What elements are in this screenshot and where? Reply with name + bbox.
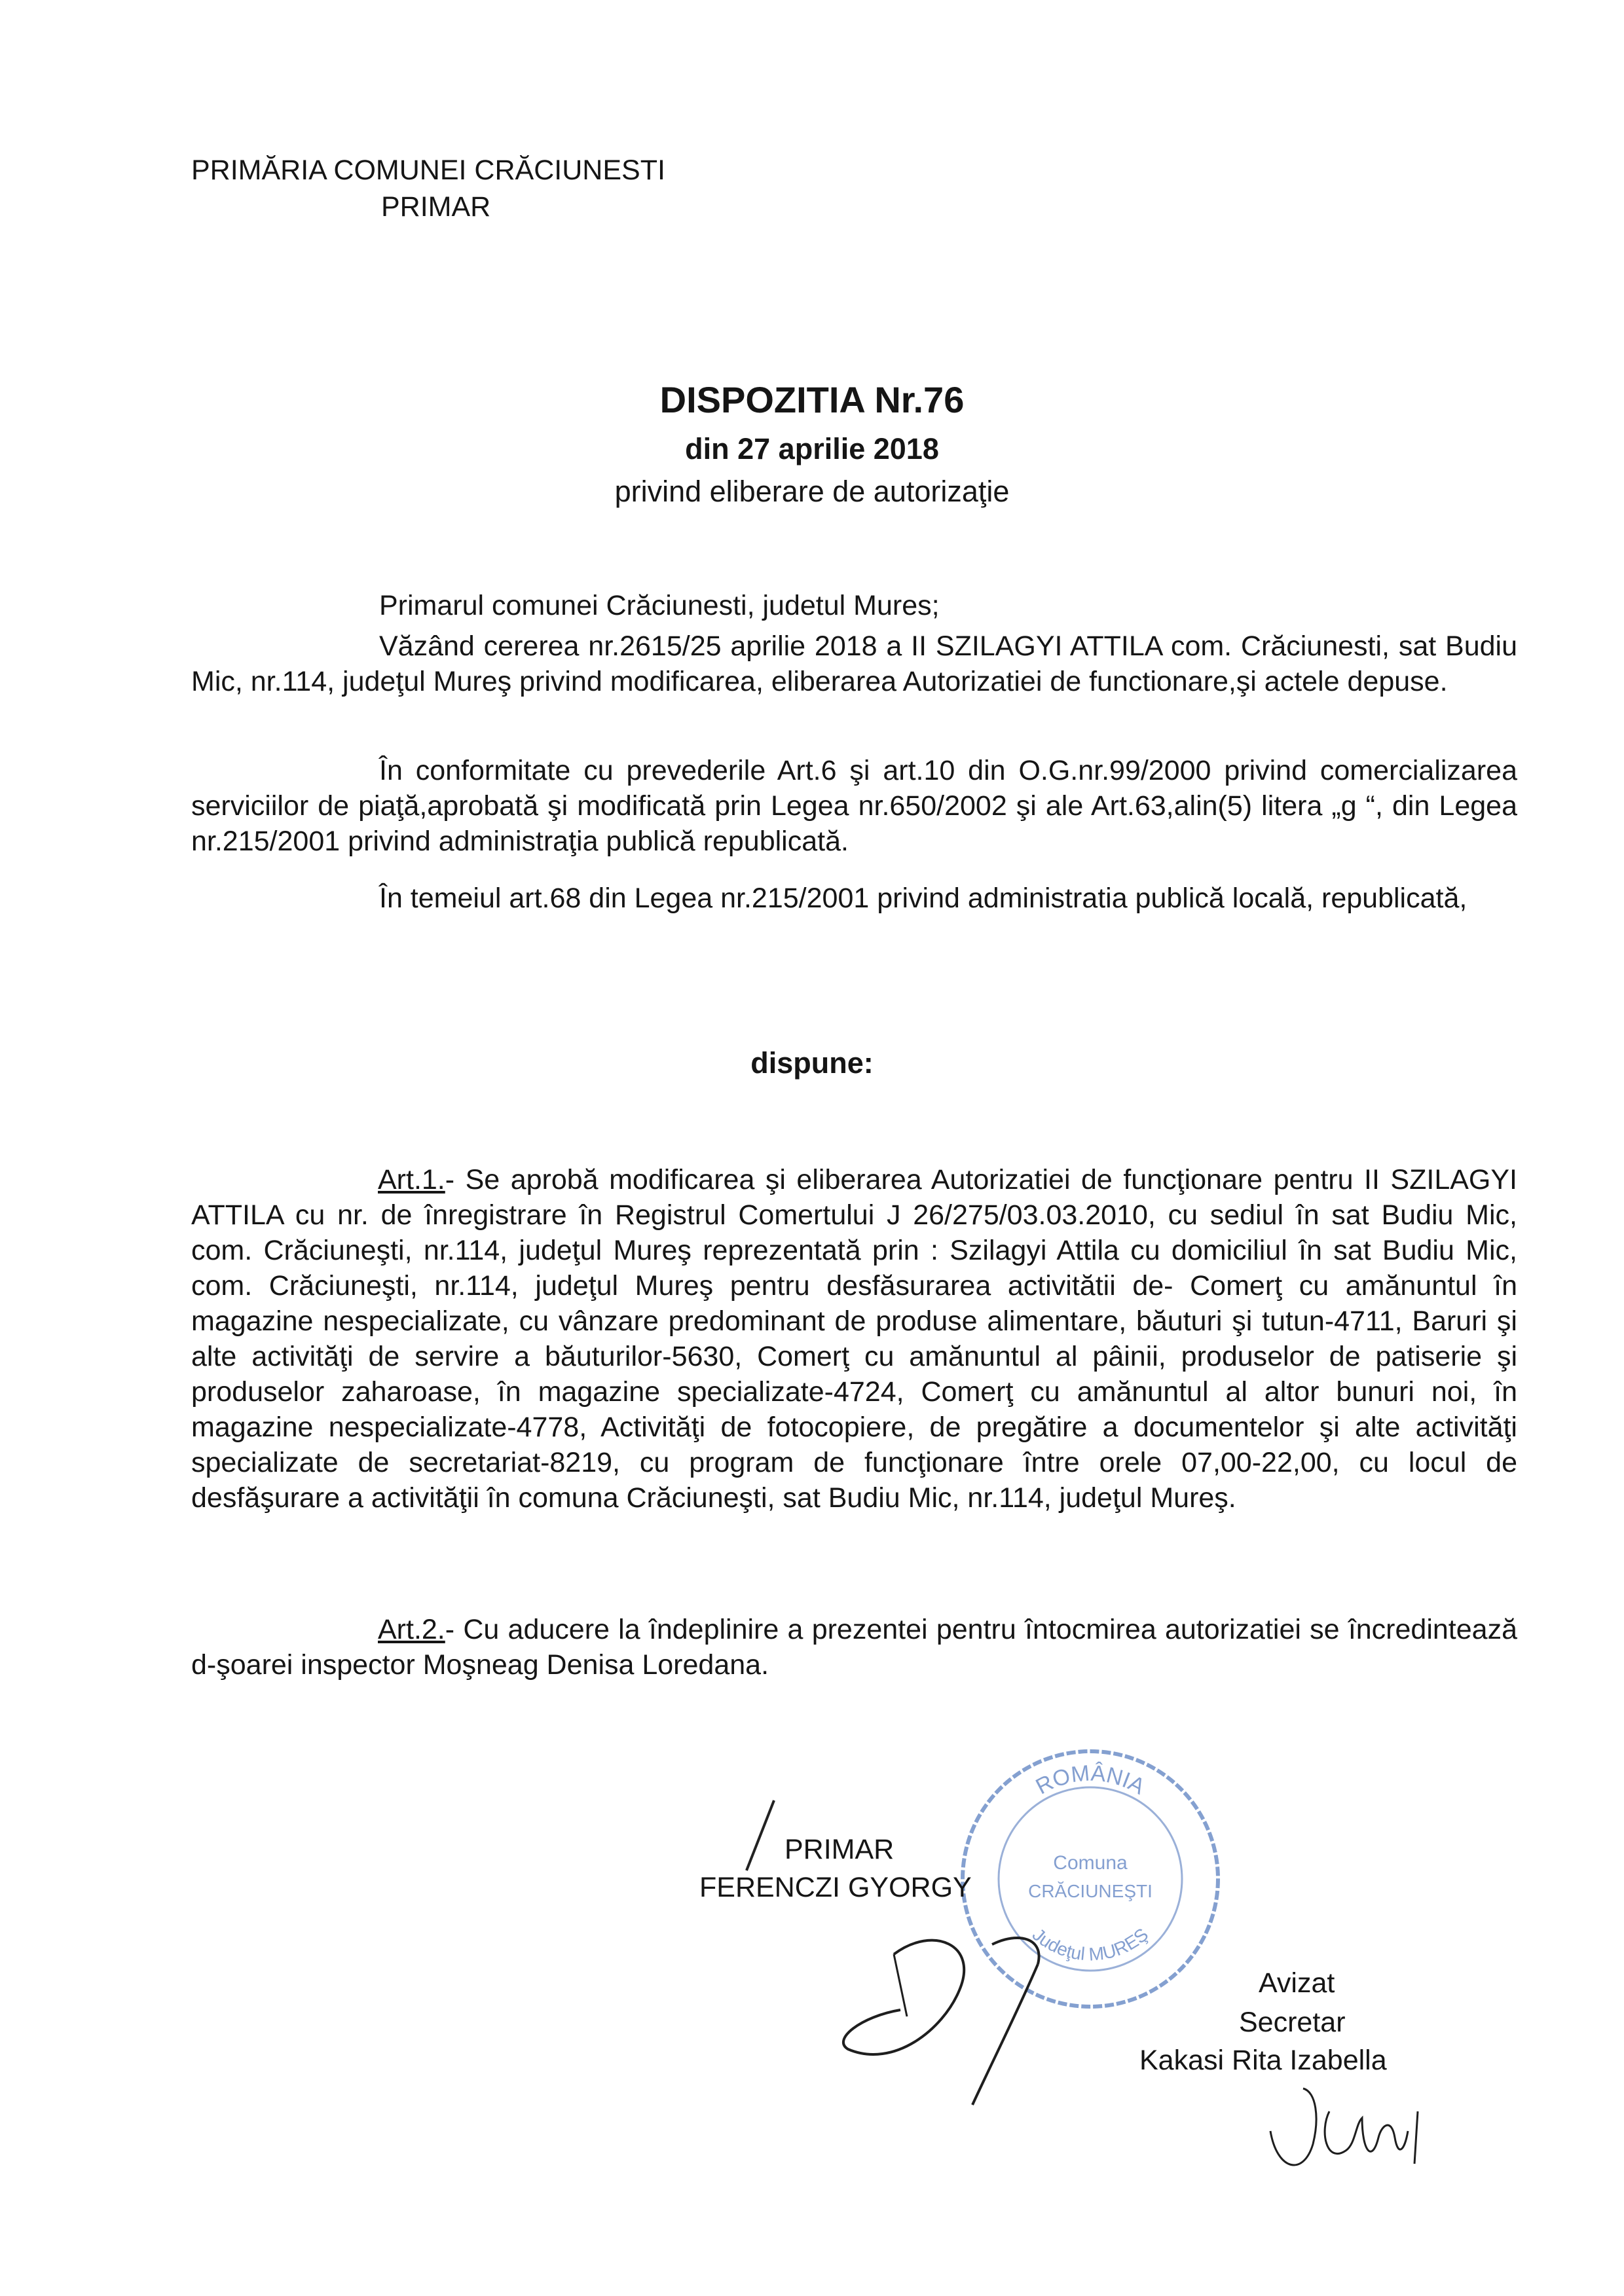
document-title: DISPOZITIA Nr.76 — [659, 379, 965, 420]
article-2 — [191, 1612, 1517, 1683]
stamp-line4: Judeţul MUREŞ — [1028, 1923, 1153, 1965]
article-1-text: - Se aprobă modificarea şi eliberarea Autorizatiei de funcţionare pentru II SZILAGYI ATTILA cu nr. de înregistrare în Registrul Comertului J 26/275/03.03.2010, cu sediul în sat Budiu Mic, com. Crăciuneşti, nr.114, judeţul Mureş reprezentată prin : Szilagyi Attila cu domiciliul în sat Budiu Mic, com. Crăciuneşti, nr.114, judeţul Mureş pentru desfăsurarea activitătii de- Comerţ cu amănuntul în magazine nespecializate, cu vânzare predominant de produse alimentare, băuturi şi tutun-4711, Baruri şi alte activităţi de servire a băuturilor-5630, Comerţ cu amănuntul al pâinii, produselor de patiserie şi produselor zaharoase, în magazine specializate-4724, Comerţ cu amănuntul al altor bunuri noi, în magazine nespecializate-4778, Activităţi de fotocopiere, de pregătire a documentelor şi alte activităţi specializate de secretariat-8219, cu program de funcţionare între orele 07,00-22,00, cu locul de desfăşurare a activităţii în comuna Crăciuneşti, sat Budiu Mic, nr.114, judeţul Mureş. — [191, 1164, 1517, 1514]
secretary-title: Secretar — [1239, 2007, 1346, 2038]
mayor-name: FERENCZI GYORGY — [699, 1872, 972, 1903]
document-subject: privind eliberare de autorizaţie — [614, 475, 1010, 508]
office-name: PRIMAR — [381, 191, 491, 223]
secretary-signature-icon — [1264, 2072, 1434, 2183]
preamble-p2: Văzând cererea nr.2615/25 aprilie 2018 a II SZILAGYI ATTILA com. Crăciunesti, sat Budiu Mic, nr.114, judeţul Mureş privind modificarea, eliberarea Autorizatiei de functionare,şi actele depuse. — [191, 630, 1517, 697]
dispune-heading: dispune: — [750, 1046, 874, 1080]
secretary-note: Avizat — [1259, 1967, 1335, 1999]
svg-text:ROMÂNIA — [1032, 1760, 1149, 1799]
article-2-label: Art.2. — [378, 1614, 445, 1645]
document-date: din 27 aprilie 2018 — [685, 432, 939, 465]
mayor-signature-icon — [822, 1918, 1097, 2115]
slash-mark-icon — [733, 1797, 786, 1876]
article-1 — [191, 1162, 1517, 1516]
secretary-name: Kakasi Rita Izabella — [1139, 2045, 1387, 2076]
preamble-p4: În temeiul art.68 din Legea nr.215/2001 privind administratia publică locală, republicată, — [379, 883, 1467, 914]
preamble-p3: În conformitate cu prevederile Art.6 şi art.10 din O.G.nr.99/2000 privind comercializarea serviciilor de piaţă,aprobată şi modificată prin Legea nr.650/2002 şi ale Art.63,alin(5) litera „g “, din Legea nr.215/2001 privind administraţia publică republicată. — [191, 755, 1517, 857]
preamble-p1: Primarul comunei Crăciunesti, judetul Mures; — [379, 590, 940, 621]
article-1-label: Art.1. — [378, 1164, 445, 1195]
article-2-text: - Cu aducere la îndeplinire a prezentei pentru întocmirea autorizatiei se încredintează d-şoarei inspector Moşneag Denisa Loredana. — [191, 1614, 1517, 1681]
stamp-line1: ROMÂNIA — [1031, 1760, 1149, 1800]
stamp-line3: CRĂCIUNEŞTI — [1028, 1881, 1153, 1901]
institution-name: PRIMĂRIA COMUNEI CRĂCIUNESTI — [191, 155, 665, 186]
mayor-title: PRIMAR — [784, 1834, 895, 1865]
stamp-line2: Comuna — [1053, 1852, 1128, 1874]
